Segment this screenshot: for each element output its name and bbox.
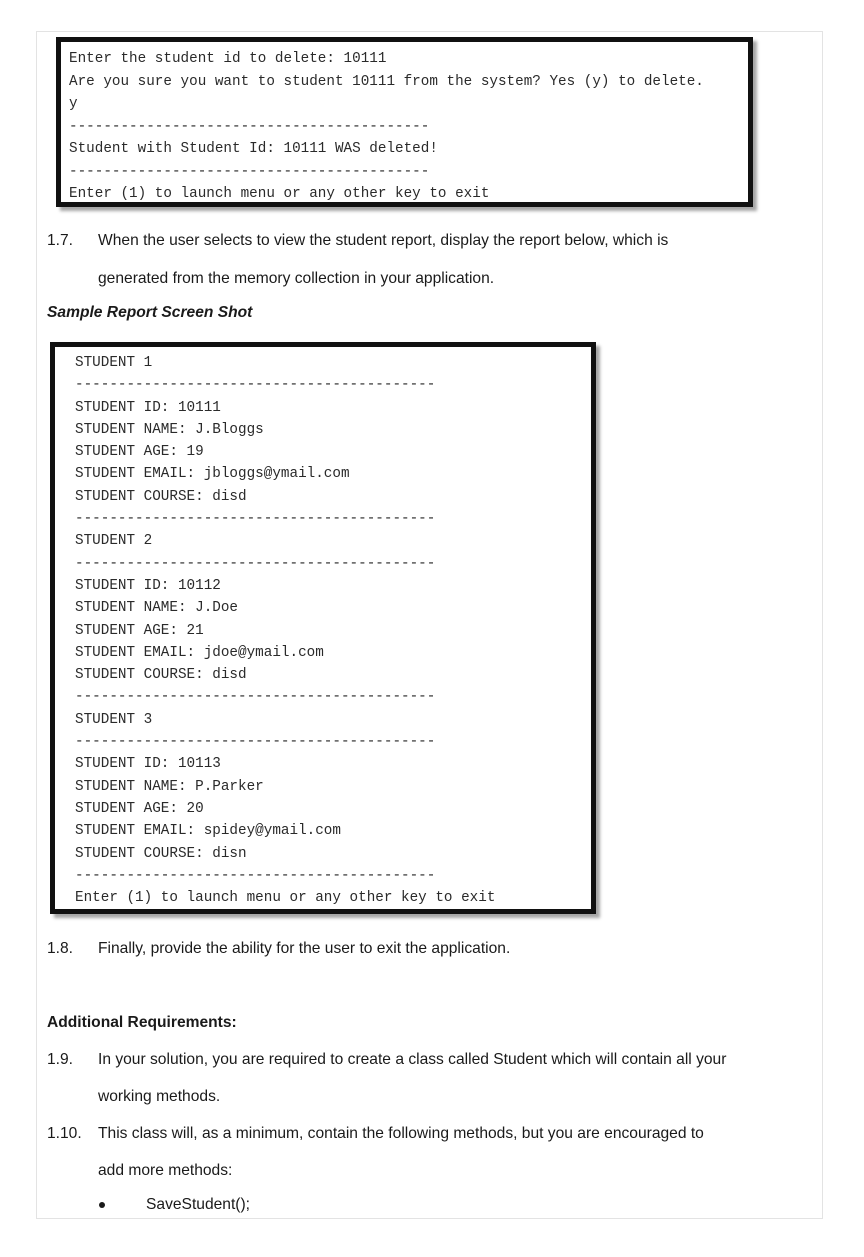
console-line: STUDENT EMAIL: jbloggs@ymail.com [75,466,350,483]
console-line: STUDENT AGE: 20 [75,800,204,817]
bullet-item: SaveStudent(); [146,1196,251,1213]
console-line: ------------------------------------------ [75,867,436,884]
section-number: 1.8. [47,940,74,957]
console-line: ------------------------------------------ [69,118,430,135]
console-line: ------------------------------------------ [75,511,436,528]
section-number: 1.9. [47,1051,74,1068]
section-text-line: In your solution, you are required to create a class called Student which will contain all your [98,1051,727,1068]
bullet-icon [99,1202,105,1208]
console-line: STUDENT AGE: 19 [75,444,204,461]
console-line: STUDENT NAME: J.Bloggs [75,421,264,438]
console-line: Student with Student Id: 10111 WAS deleted! [69,141,438,157]
console-line: STUDENT AGE: 21 [75,622,204,639]
console-line: Enter (1) to launch menu or any other key to exit [69,186,490,202]
console-line: ------------------------------------------ [75,689,436,706]
console-line: STUDENT EMAIL: jdoe@ymail.com [75,644,324,661]
console-line: STUDENT NAME: J.Doe [75,600,239,617]
console-line: ------------------------------------------ [75,555,436,572]
console-line: STUDENT COURSE: disd [75,488,247,505]
section-number: 1.7. [47,232,74,249]
section-number: 1.10. [47,1125,82,1142]
console-line: STUDENT ID: 10111 [75,399,221,416]
section-1-10-continuation: add more methods: [98,1162,233,1179]
console-line: Enter the student id to delete: 10111 [69,51,387,67]
console-line: STUDENT 1 [75,355,153,371]
section-text-line: When the user selects to view the student report, display the report below, which is [98,232,669,249]
console-line: STUDENT COURSE: disn [75,845,247,862]
console-line: STUDENT EMAIL: spidey@ymail.com [75,823,341,840]
section-1-9-continuation: working methods. [98,1088,221,1105]
section-text-line: This class will, as a minimum, contain the following methods, but you are encouraged to [98,1125,704,1142]
console-line: ------------------------------------------ [75,377,436,394]
section-text-line: Finally, provide the ability for the user to exit the application. [98,940,511,957]
console-line: ------------------------------------------ [69,163,430,180]
section-1-7-continuation: generated from the memory collection in your application. [98,270,495,287]
console-line: STUDENT NAME: P.Parker [75,778,264,795]
sample-report-heading: Sample Report Screen Shot [47,304,253,321]
additional-requirements-heading: Additional Requirements: [47,1014,237,1031]
console-line: ------------------------------------------ [75,734,436,751]
console-line: STUDENT 2 [75,533,153,550]
report-console-screenshot [50,342,596,914]
console-line: Are you sure you want to student 10111 from the system? Yes (y) to delete. [69,73,704,90]
console-line: y [69,96,78,112]
console-line: STUDENT 3 [75,711,153,728]
console-line: STUDENT ID: 10112 [75,577,221,594]
console-line: STUDENT ID: 10113 [75,756,221,773]
delete-console-screenshot [56,37,753,207]
console-line: Enter (1) to launch menu or any other key to exit [75,890,496,907]
console-line: STUDENT COURSE: disd [75,667,247,684]
